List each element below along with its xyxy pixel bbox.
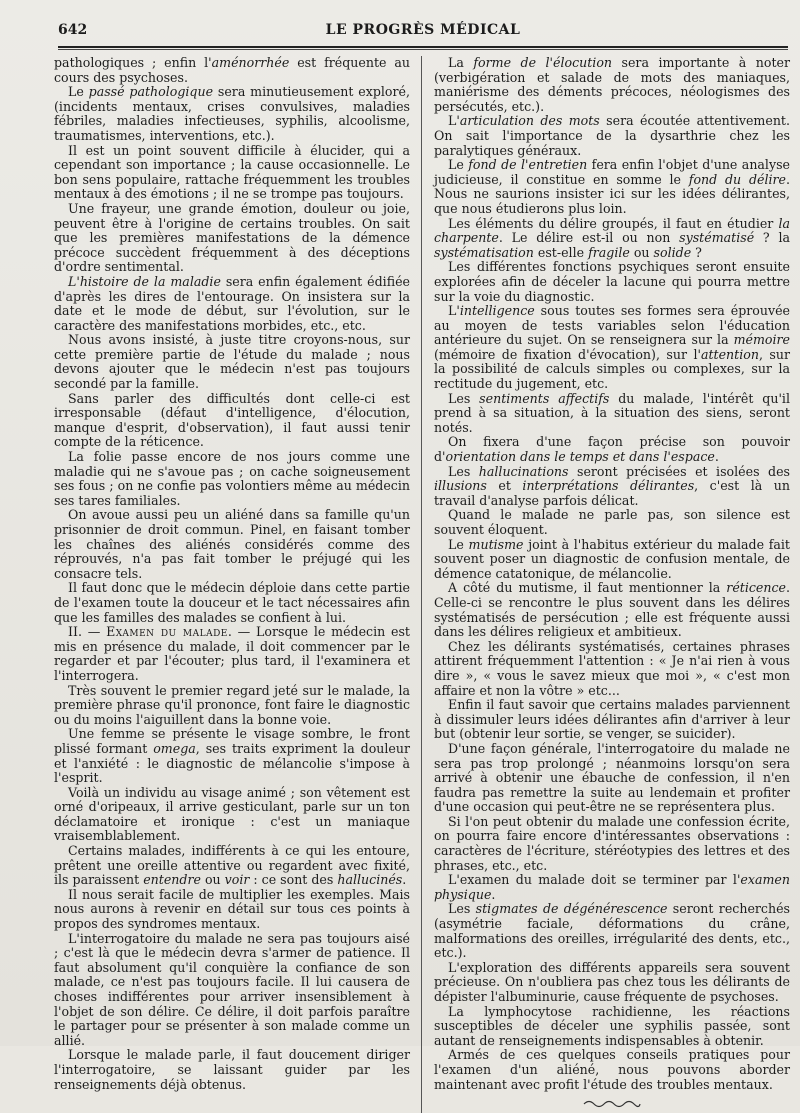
paragraph: Le mutisme joint à l'habitus extérieur du malade fait souvent poser un diagnostic de confusion mentale, de démence catatonique, de mélancolie. bbox=[434, 536, 790, 581]
paragraph: Certains malades, indifférents à ce qui les entoure, prêtent une oreille attentive ou regardent avec fixité, ils paraissent entendre ou voir : ce sont des hallucinés. bbox=[54, 843, 410, 888]
paragraph: La folie passe encore de nos jours comme une maladie qui ne s'avoue pas ; on cache soigneusement ses fous ; on ne confie pas volontiers même au médecin ses tares familiales. bbox=[54, 449, 410, 508]
paragraph: Chez les délirants systématisés, certaines phrases attirent fréquemment l'attention : « Je n'ai rien à vous dire », « vous le savez mieux que moi », « c'est mon affaire et non la vôtre » etc... bbox=[434, 638, 790, 698]
paragraph: L'interrogatoire du malade ne sera pas toujours aisé ; c'est là que le médecin devra s'armer de patience. Il faut absolument qu'il conquière la confiance de son malade, ce n'est pas toujours facile. Il lui causera de choses indifférentes pour arriver insensiblement à l'objet de son délire. Ce délire, il doit parfois paraître le partager pour se présenter à son malade comme un allié. bbox=[54, 930, 410, 1048]
paragraph: Sans parler des difficultés dont celle-ci est irresponsable (défaut d'intelligence, d'élocution, manque d'esprit, d'observation), il faut aussi tenir compte de la réticence. bbox=[54, 390, 410, 450]
right-column bbox=[422, 56, 790, 1113]
paragraph: Le passé pathologique sera minutieusement exploré, (incidents mentaux, crises convulsives, maladies fébriles, maladies infectieuses, syphilis, alcoolisme, traumatismes, interventions, etc.). bbox=[54, 84, 410, 143]
paragraph: Le fond de l'entretien fera enfin l'objet d'une analyse judicieuse, il constitue en somme le fond du délire. Nous ne saurions insister ici sur les idées délirantes, que nous étudierons plus loin. bbox=[434, 157, 790, 216]
paragraph: L'exploration des différents appareils sera souvent précieuse. On n'oubliera pas chez tous les délirants de dépister l'albuminurie, cause fréquente de psychoses. bbox=[434, 959, 790, 1004]
paragraph: D'une façon générale, l'interrogatoire du malade ne sera pas trop prolongé ; néanmoins lorsqu'on sera arrivé à obtenir une ébauche de confession, il n'en faudra pas remettre la suite au lendemain et profiter d'une occasion qui peut-être ne se représentera plus. bbox=[434, 740, 790, 815]
paragraph: Une frayeur, une grande émotion, douleur ou joie, peuvent être à l'origine de certains troubles. On sait que les premières manifestations de la démence précoce succèdent fréquemment à des déceptions d'ordre sentimental. bbox=[54, 200, 410, 275]
paragraph: Il est un point souvent difficile à élucider, qui a cependant son importance ; la cause occasionnelle. Le bon sens populaire, rattache fréquemment les troubles mentaux à des émotions ; il ne se trompe pas toujours. bbox=[54, 142, 410, 202]
paragraph: Les éléments du délire groupés, il faut en étudier la charpente. Le délire est-il ou non systématisé ? la systématisation est-elle fragile ou solide ? bbox=[434, 215, 790, 260]
two-column-body bbox=[54, 56, 794, 1113]
end-ornament bbox=[434, 1098, 790, 1113]
paragraph: Les hallucinations seront précisées et isolées des illusions et interprétations délirantes, c'est là un travail d'analyse parfois délicat. bbox=[434, 463, 790, 508]
paragraph: pathologiques ; enfin l'aménorrhée est fréquente au cours des psychoses. bbox=[54, 55, 410, 85]
paragraph: On avoue aussi peu un aliéné dans sa famille qu'un prisonnier de droit commun. Pinel, en faisant tomber les chaînes des aliénés considérés comme des réprouvés, n'a pas fait tomber le préjugé qui les consacre tels. bbox=[54, 507, 410, 581]
page-number: 642 bbox=[58, 22, 88, 38]
paragraph: Lorsque le malade parle, il faut doucement diriger l'interrogatoire, se laissant guider par les renseignements déjà obtenus. bbox=[54, 1047, 410, 1092]
paragraph: A côté du mutisme, il faut mentionner la réticence. Celle-ci se rencontre le plus souvent dans les délires systématisés de persécution ; elle est fréquente aussi dans les délires religieux et ambitieux. bbox=[434, 580, 790, 640]
page-header bbox=[58, 22, 788, 46]
paragraph: Les stigmates de dégénérescence seront recherchés (asymétrie faciale, déformations du crâne, malformations des oreilles, irrégularité des dents, etc., etc.). bbox=[434, 901, 790, 961]
paragraph: Les sentiments affectifs du malade, l'intérêt qu'il prend à sa situation, à la situation des siens, seront notés. bbox=[434, 390, 790, 435]
paragraph: L'histoire de la maladie sera enfin également édifiée d'après les dires de l'entourage. On insistera sur la date et le mode de début, sur l'évolution, sur le caractère des manifestations morbides, etc., etc. bbox=[54, 273, 410, 333]
paragraph: Armés de ces quelques conseils pratiques pour l'examen d'un aliéné, nous pouvons aborder maintenant avec profit l'étude des troubles mentaux. bbox=[434, 1047, 790, 1092]
paragraph: Très souvent le premier regard jeté sur le malade, la première phrase qu'il prononce, font faire le diagnostic ou du moins l'aiguillent dans la bonne voie. bbox=[54, 682, 410, 727]
right-column-paragraphs bbox=[434, 56, 790, 1092]
paragraph: Il faut donc que le médecin déploie dans cette partie de l'examen toute la douceur et le tact nécessaires afin que les familles des malades se confient à lui. bbox=[54, 580, 410, 625]
paragraph: Quand le malade ne parle pas, son silence est souvent éloquent. bbox=[434, 507, 790, 537]
paragraph: Une femme se présente le visage sombre, le front plissé formant omega, ses traits expriment la douleur et l'anxiété : le diagnostic de mélancolie s'impose à l'esprit. bbox=[54, 726, 410, 786]
left-column bbox=[54, 56, 422, 1113]
paragraph: Les différentes fonctions psychiques seront ensuite explorées afin de déceler la lacune qui pourra mettre sur la voie du diagnostic. bbox=[434, 259, 790, 304]
paragraph: Enfin il faut savoir que certains malades parviennent à dissimuler leurs idées délirantes afin d'arriver à leur but (obtenir leur sortie, se venger, se suicider). bbox=[434, 697, 790, 742]
paragraph: L'examen du malade doit se terminer par l'examen physique. bbox=[434, 872, 790, 902]
paragraph: II. — Examen du malade. — Lorsque le médecin est mis en présence du malade, il doit commencer par le regarder et par l'écouter; plus tard, il l'examinera et l'interrogera. bbox=[54, 624, 410, 683]
paragraph: L'articulation des mots sera écoutée attentivement. On sait l'importance de la dysarthrie chez les paralytiques généraux. bbox=[434, 113, 790, 158]
header-rule bbox=[58, 46, 788, 50]
paragraph: Si l'on peut obtenir du malade une confession écrite, on pourra faire encore d'intéressantes observations : caractères de l'écriture, stéréotypies des lettres et des phrases, etc., etc. bbox=[434, 813, 790, 873]
paragraph: Il nous serait facile de multiplier les exemples. Mais nous aurons à revenir en détail sur tous ces points à propos des syndromes mentaux. bbox=[54, 886, 410, 932]
paragraph: La forme de l'élocution sera importante à noter (verbigération et salade de mots des maniaques, maniérisme des déments précoces, néologismes des persécutés, etc.). bbox=[434, 55, 790, 114]
paragraph: La lymphocytose rachidienne, les réactions susceptibles de déceler une syphilis passée, sont autant de renseignements indispensables à obtenir. bbox=[434, 1003, 790, 1048]
paragraph: On fixera d'une façon précise son pouvoir d'orientation dans le temps et dans l'espace. bbox=[434, 434, 790, 465]
end-ornament-icon bbox=[582, 1099, 642, 1109]
paragraph: Nous avons insisté, à juste titre croyons-nous, sur cette première partie de l'étude du malade ; nous devons ajouter que le médecin n'est pas toujours secondé par la famille. bbox=[54, 332, 410, 392]
paragraph: Voilà un individu au visage animé ; son vêtement est orné d'oripeaux, il arrive gesticulant, parle sur un ton déclamatoire et ironique : c'est un maniaque vraisemblablement. bbox=[54, 784, 410, 844]
running-title: LE PROGRÈS MÉDICAL bbox=[325, 22, 521, 38]
paragraph: L'intelligence sous toutes ses formes sera éprouvée au moyen de tests variables selon l'éducation antérieure du sujet. On se renseignera sur la mémoire (mémoire de fixation d'évocation), sur l'attention, sur la possibilité de calculs simples ou complexes, sur la rectitude du jugement, etc. bbox=[434, 303, 790, 392]
